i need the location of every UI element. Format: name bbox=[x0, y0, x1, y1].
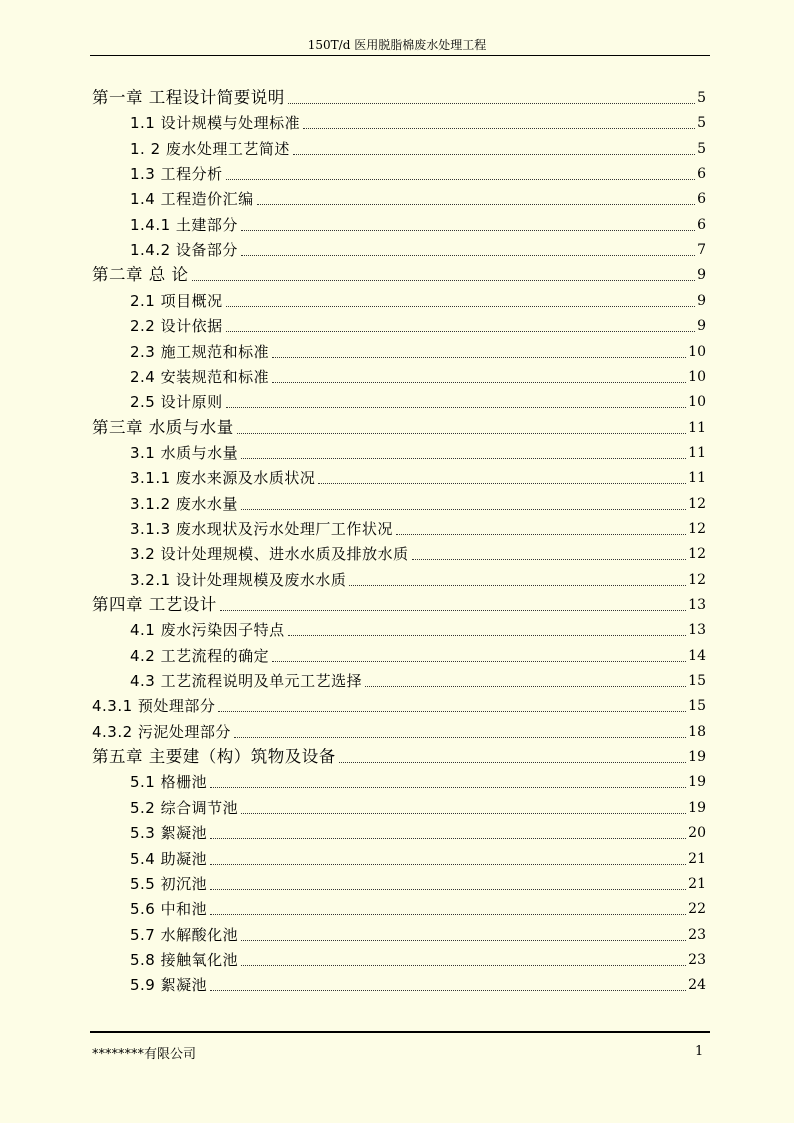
page-header-title: 150T/d 医用脱脂棉废水处理工程 bbox=[307, 38, 487, 52]
toc-entry-label: 2.4 安装规范和标准 bbox=[130, 367, 270, 386]
toc-entry-label: 5.4 助凝池 bbox=[130, 849, 208, 868]
toc-dot-leader bbox=[237, 433, 686, 434]
toc-dot-leader bbox=[288, 635, 687, 636]
footer-company: ********有限公司 bbox=[92, 1047, 197, 1062]
toc-entry-label: 5.2 综合调节池 bbox=[130, 798, 239, 817]
toc-chapter-entry[interactable] bbox=[92, 261, 706, 285]
footer-rule bbox=[90, 1031, 710, 1033]
toc-entry-label: 2.5 设计原则 bbox=[130, 393, 223, 412]
toc-dot-leader bbox=[303, 128, 695, 129]
toc-dot-leader bbox=[210, 787, 686, 788]
toc-dot-leader bbox=[220, 610, 686, 611]
toc-entry-label: 第二章 总 论 bbox=[92, 265, 189, 285]
toc-section-entry[interactable] bbox=[130, 312, 706, 336]
toc-section-entry[interactable] bbox=[130, 439, 706, 463]
toc-entry-label: 1. 2 废水处理工艺简述 bbox=[130, 139, 290, 158]
toc-dot-leader bbox=[272, 661, 686, 662]
toc-entry-label: 第四章 工艺设计 bbox=[92, 595, 217, 614]
toc-entry-page-number: 9 bbox=[697, 267, 706, 284]
toc-dot-leader bbox=[272, 357, 686, 358]
toc-dot-leader bbox=[412, 559, 687, 560]
toc-entry-label: 4.3.1 预处理部分 bbox=[92, 697, 216, 716]
toc-dot-leader bbox=[241, 230, 695, 231]
toc-dot-leader bbox=[210, 838, 686, 839]
toc-entry-label: 第一章 工程设计简要说明 bbox=[92, 88, 285, 107]
toc-section-entry[interactable] bbox=[130, 135, 706, 159]
toc-section-entry[interactable] bbox=[130, 895, 706, 919]
toc-entry-label: 5.5 初沉池 bbox=[130, 874, 208, 893]
toc-entry-page-number: 12 bbox=[688, 495, 706, 512]
toc-entry-page-number: 11 bbox=[688, 470, 706, 487]
toc-section-entry[interactable] bbox=[130, 566, 706, 590]
toc-section-entry[interactable] bbox=[130, 515, 706, 539]
toc-entry-page-number: 5 bbox=[697, 140, 706, 157]
toc-entry-page-number: 11 bbox=[688, 444, 706, 461]
toc-section-entry[interactable] bbox=[130, 464, 706, 488]
toc-entry-page-number: 13 bbox=[688, 622, 706, 639]
toc-section-entry[interactable] bbox=[130, 870, 706, 894]
toc-entry-label: 1.3 工程分析 bbox=[130, 165, 223, 184]
toc-entry-label: 3.1.3 废水现状及污水处理厂工作状况 bbox=[130, 519, 393, 538]
toc-entry-label: 5.7 水解酸化池 bbox=[130, 925, 239, 944]
toc-chapter-entry[interactable] bbox=[92, 743, 706, 767]
toc-entry-label: 2.3 施工规范和标准 bbox=[130, 342, 270, 361]
toc-section-entry[interactable] bbox=[130, 819, 706, 843]
toc-entry-label: 3.1.2 废水水量 bbox=[130, 494, 238, 513]
toc-entry-page-number: 6 bbox=[697, 216, 706, 233]
header-rule bbox=[90, 55, 710, 56]
toc-section-entry[interactable] bbox=[130, 845, 706, 869]
toc-entry-page-number: 21 bbox=[688, 850, 706, 867]
toc-entry-page-number: 12 bbox=[688, 520, 706, 537]
toc-dot-leader bbox=[192, 280, 696, 281]
toc-section-entry[interactable] bbox=[130, 287, 706, 311]
toc-entry-page-number: 22 bbox=[688, 901, 706, 918]
toc-entry-label: 3.2.1 设计处理规模及废水水质 bbox=[130, 570, 347, 589]
toc-dot-leader bbox=[241, 965, 686, 966]
toc-dot-leader bbox=[241, 509, 686, 510]
toc-entry-label: 5.9 絮凝池 bbox=[130, 976, 208, 995]
toc-entry-page-number: 11 bbox=[688, 419, 706, 436]
toc-entry-label: 4.1 废水污染因子特点 bbox=[130, 621, 285, 640]
toc-dot-leader bbox=[318, 483, 686, 484]
toc-entry-label: 3.1.1 废水来源及水质状况 bbox=[130, 469, 316, 488]
toc-dot-leader bbox=[226, 331, 695, 332]
toc-section-entry[interactable] bbox=[130, 946, 706, 970]
toc-dot-leader bbox=[396, 534, 686, 535]
toc-dot-leader bbox=[339, 762, 686, 763]
toc-entry-page-number: 9 bbox=[697, 292, 706, 309]
toc-entry-page-number: 24 bbox=[688, 977, 706, 994]
toc-section-entry[interactable] bbox=[130, 921, 706, 945]
toc-entry-label: 5.6 中和池 bbox=[130, 900, 208, 919]
toc-entry-page-number: 10 bbox=[688, 368, 706, 385]
toc-dot-leader bbox=[210, 990, 686, 991]
toc-chapter-entry[interactable] bbox=[92, 591, 706, 615]
toc-entry-label: 1.4.1 土建部分 bbox=[130, 215, 238, 234]
toc-section-entry[interactable] bbox=[130, 338, 706, 362]
toc-section-entry[interactable] bbox=[130, 236, 706, 260]
toc-entry-page-number: 19 bbox=[688, 749, 706, 766]
toc-dot-leader bbox=[226, 179, 695, 180]
toc-entry-label: 1.1 设计规模与处理标准 bbox=[130, 114, 301, 133]
toc-dot-leader bbox=[241, 458, 686, 459]
footer-page-number: 1 bbox=[695, 1044, 704, 1059]
toc-entry-label: 第三章 水质与水量 bbox=[92, 417, 234, 437]
toc-entry-page-number: 6 bbox=[697, 166, 706, 183]
toc-entry-page-number: 6 bbox=[697, 191, 706, 208]
toc-entry-page-number: 19 bbox=[688, 799, 706, 816]
toc-dot-leader bbox=[257, 204, 695, 205]
toc-section-entry[interactable] bbox=[92, 692, 706, 716]
toc-section-entry[interactable] bbox=[130, 540, 706, 564]
toc-entry-page-number: 15 bbox=[688, 698, 706, 715]
toc-dot-leader bbox=[272, 382, 686, 383]
toc-entry-label: 第五章 主要建（构）筑物及设备 bbox=[92, 747, 336, 767]
toc-dot-leader bbox=[241, 813, 686, 814]
toc-entry-page-number: 18 bbox=[688, 723, 706, 740]
toc-dot-leader bbox=[365, 686, 686, 687]
toc-entry-label: 2.2 设计依据 bbox=[130, 317, 223, 336]
toc-section-entry[interactable] bbox=[130, 388, 706, 412]
toc-entry-page-number: 12 bbox=[688, 546, 706, 563]
toc-section-entry[interactable] bbox=[130, 109, 706, 133]
toc-entry-page-number: 15 bbox=[688, 673, 706, 690]
toc-section-entry[interactable] bbox=[130, 642, 706, 666]
toc-entry-page-number: 10 bbox=[688, 343, 706, 360]
toc-entry-page-number: 5 bbox=[697, 115, 706, 132]
toc-entry-page-number: 23 bbox=[688, 926, 706, 943]
toc-dot-leader bbox=[241, 255, 695, 256]
toc-entry-page-number: 13 bbox=[688, 597, 706, 613]
toc-section-entry[interactable] bbox=[92, 718, 706, 742]
toc-dot-leader bbox=[241, 940, 686, 941]
toc-dot-leader bbox=[293, 154, 695, 155]
toc-chapter-entry[interactable] bbox=[92, 414, 706, 438]
toc-entry-label: 1.4.2 设备部分 bbox=[130, 241, 238, 260]
toc-section-entry[interactable] bbox=[130, 768, 706, 792]
toc-entry-page-number: 23 bbox=[688, 951, 706, 968]
toc-entry-page-number: 12 bbox=[688, 571, 706, 588]
toc-section-entry[interactable] bbox=[130, 211, 706, 235]
toc-section-entry[interactable] bbox=[130, 160, 706, 184]
toc-dot-leader bbox=[210, 914, 686, 915]
toc-section-entry[interactable] bbox=[130, 794, 706, 818]
toc-entry-label: 4.3.2 污泥处理部分 bbox=[92, 722, 231, 741]
toc-entry-label: 5.1 格栅池 bbox=[130, 773, 208, 792]
toc-entry-page-number: 7 bbox=[697, 242, 706, 259]
toc-section-entry[interactable] bbox=[130, 667, 706, 691]
toc-section-entry[interactable] bbox=[130, 971, 706, 995]
toc-entry-page-number: 20 bbox=[688, 825, 706, 842]
toc-dot-leader bbox=[349, 585, 686, 586]
toc-dot-leader bbox=[226, 407, 687, 408]
toc-entry-page-number: 9 bbox=[697, 318, 706, 335]
toc-entry-label: 5.3 絮凝池 bbox=[130, 824, 208, 843]
toc-entry-page-number: 19 bbox=[688, 774, 706, 791]
toc-dot-leader bbox=[210, 889, 686, 890]
toc-entry-page-number: 21 bbox=[688, 875, 706, 892]
toc-entry-page-number: 5 bbox=[697, 90, 706, 106]
toc-section-entry[interactable] bbox=[130, 363, 706, 387]
toc-dot-leader bbox=[210, 864, 686, 865]
toc-entry-label: 3.2 设计处理规模、进水水质及排放水质 bbox=[130, 545, 409, 564]
toc-dot-leader bbox=[218, 711, 686, 712]
toc-section-entry[interactable] bbox=[130, 490, 706, 514]
toc-entry-label: 1.4 工程造价汇编 bbox=[130, 190, 254, 209]
toc-entry-page-number: 14 bbox=[688, 647, 706, 664]
toc-dot-leader bbox=[234, 737, 686, 738]
toc-entry-label: 3.1 水质与水量 bbox=[130, 443, 239, 462]
toc-entry-label: 5.8 接触氧化池 bbox=[130, 950, 239, 969]
toc-section-entry[interactable] bbox=[130, 185, 706, 209]
toc-dot-leader bbox=[226, 306, 695, 307]
toc-entry-label: 2.1 项目概况 bbox=[130, 291, 223, 310]
toc-entry-label: 4.2 工艺流程的确定 bbox=[130, 646, 270, 665]
toc-chapter-entry[interactable] bbox=[92, 84, 706, 108]
toc-section-entry[interactable] bbox=[130, 616, 706, 640]
toc-entry-page-number: 10 bbox=[688, 394, 706, 411]
toc-dot-leader bbox=[288, 103, 695, 104]
toc-entry-label: 4.3 工艺流程说明及单元工艺选择 bbox=[130, 672, 363, 691]
